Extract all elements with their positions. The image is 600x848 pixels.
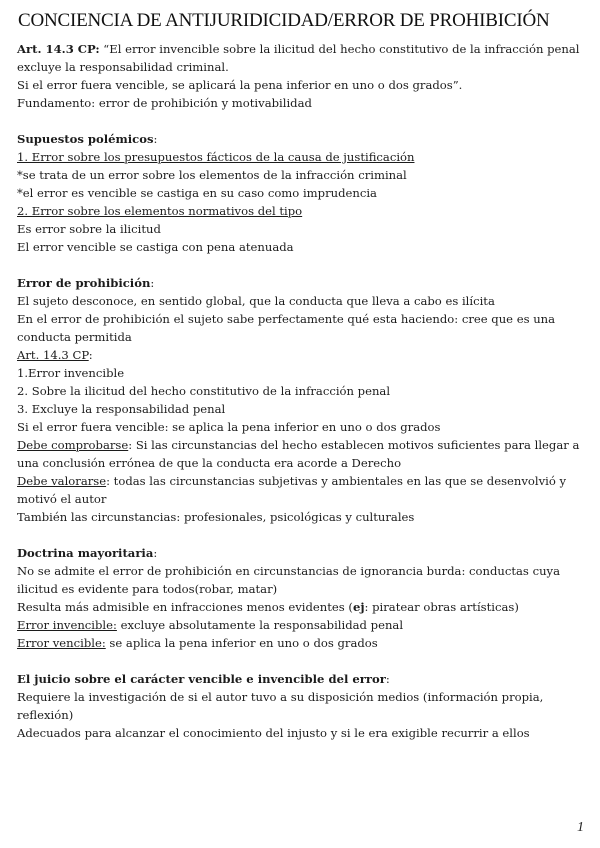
doctrina-line-2: Resulta más admisible en infracciones menos evidentes (ej: piratear obras artísticas) [17, 600, 519, 614]
supuesto-2-line-b: El error vencible se castiga con pena atenuada [17, 240, 294, 254]
error-prohibicion-line-1: El sujeto desconoce, en sentido global, que la conducta que lleva a cabo es ilícita [17, 294, 495, 308]
doctrina-line-1: No se admite el error de prohibición en circunstancias de ignorancia burda: conductas cuya ilicitud es evidente para todos(robar, matar) [17, 564, 560, 596]
list-item-1: 1.Error invencible [17, 366, 125, 380]
valorar-paragraph: Debe valorarse: todas las circunstancias subjetivas y ambientales en las que se desenvolvió y motivó el autor [17, 474, 567, 506]
fundamento: Fundamento: error de prohibición y motivabilidad [17, 96, 312, 110]
supuesto-1-line-a: *se trata de un error sobre los elementos de la infracción criminal [17, 168, 407, 182]
vencible-line: Si el error fuera vencible: se aplica la pena inferior en uno o dos grados [17, 420, 441, 434]
supuesto-2-title: 2. Error sobre los elementos normativos del tipo [17, 204, 303, 218]
juicio-line-2: Adecuados para alcanzar el conocimiento del injusto y si le era exigible recurrir a ellos [17, 726, 530, 740]
article-text: “El error invencible sobre la ilicitud del hecho constitutivo de la infracción penal excluye la responsabilidad criminal. [17, 42, 580, 74]
document-title: CONCIENCIA DE ANTIJURIDICIDAD/ERROR DE PROHIBICIÓN [18, 10, 550, 31]
error-prohibicion-heading: Error de prohibición: [17, 276, 155, 290]
page-number: 1 [577, 820, 584, 835]
doctrina-heading: Doctrina mayoritaria: [17, 546, 158, 560]
article-quote-cont: Si el error fuera vencible, se aplicará la pena inferior en uno o dos grados”. [17, 78, 463, 92]
supuestos-heading: Supuestos polémicos: [17, 132, 158, 146]
supuesto-1-line-b: *el error es vencible se castiga en su caso como imprudencia [17, 186, 377, 200]
comprobar-paragraph: Debe comprobarse: Si las circunstancias del hecho establecen motivos suficientes para llegar a una conclusión errónea de que la conducta era acorde a Derecho [17, 438, 580, 470]
juicio-line-1: Requiere la investigación de si el autor tuvo a su disposición medios (información propia, reflexión) [17, 690, 544, 722]
article-quote [17, 40, 587, 76]
error-invencible-line: Error invencible: excluye absolutamente la responsabilidad penal [17, 618, 404, 632]
tambien-line: También las circunstancias: profesionales, psicológicas y culturales [17, 510, 415, 524]
error-vencible-line: Error vencible: se aplica la pena inferior en uno o dos grados [17, 636, 378, 650]
supuesto-1-title: 1. Error sobre los presupuestos fácticos de la causa de justificación [17, 150, 415, 164]
error-prohibicion-line-2: En el error de prohibición el sujeto sabe perfectamente qué esta haciendo: cree que es una conducta permitida [17, 312, 556, 344]
list-item-3: 3. Excluye la responsabilidad penal [17, 402, 226, 416]
supuesto-2-line-a: Es error sobre la ilicitud [17, 222, 161, 236]
list-item-2: 2. Sobre la ilicitud del hecho constitutivo de la infracción penal [17, 384, 391, 398]
article-label: Art. 14.3 CP: [17, 42, 100, 56]
article-reference: Art. 14.3 CP: [17, 348, 93, 362]
juicio-heading: El juicio sobre el carácter vencible e invencible del error: [17, 672, 390, 686]
document-body [17, 40, 587, 742]
